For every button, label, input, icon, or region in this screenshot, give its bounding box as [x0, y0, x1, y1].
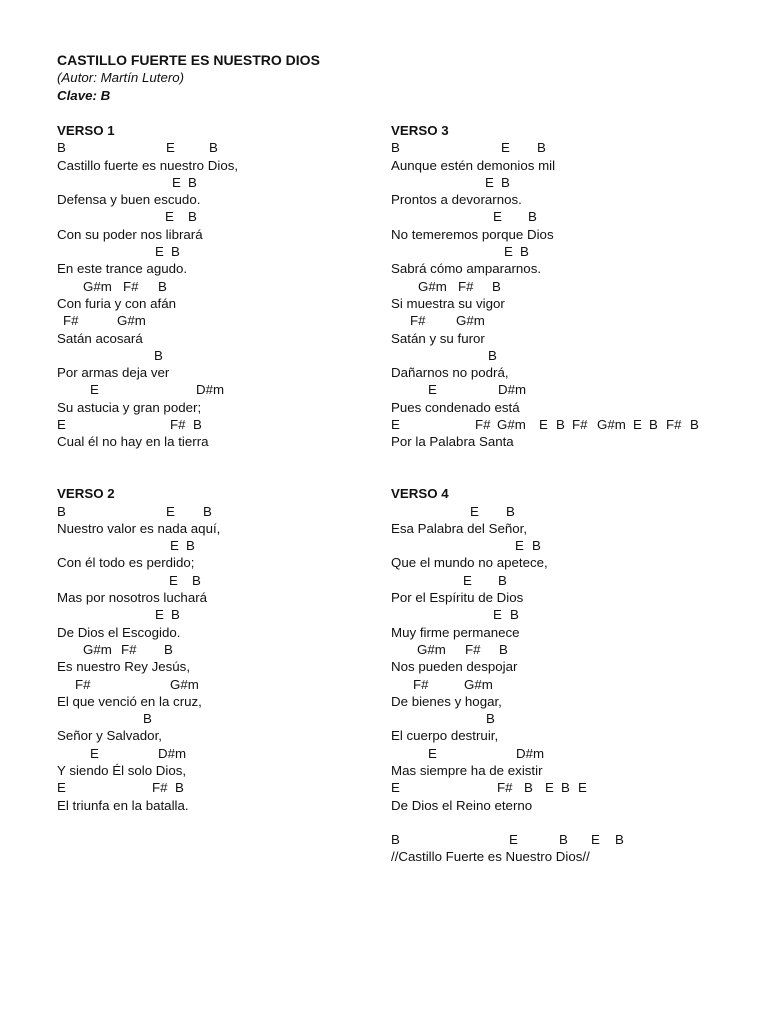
chord-line: [391, 208, 751, 225]
chord-line: [57, 537, 377, 554]
lyric-line: De Dios el Reino eterno: [391, 797, 533, 813]
chord: B: [498, 572, 507, 588]
spacer: [391, 814, 751, 831]
chord: E: [391, 417, 400, 433]
chord: E: [493, 209, 502, 225]
chord: F#: [666, 417, 682, 433]
chord-line: [391, 312, 751, 329]
chord: E: [591, 832, 600, 848]
chord-line: [391, 831, 751, 848]
chord: G#m: [83, 278, 112, 294]
chord: B: [649, 417, 658, 433]
spacer: [57, 451, 377, 486]
verse-1: [57, 122, 377, 451]
chord: B: [615, 832, 624, 848]
chord: B: [203, 503, 212, 519]
chord-line: [391, 243, 751, 260]
chord-line: [391, 278, 751, 295]
chord: D#m: [516, 745, 545, 761]
chord-line: [57, 312, 377, 329]
chord-line: [391, 779, 751, 796]
chord: E: [633, 417, 642, 433]
chord: E: [165, 209, 174, 225]
lyric-line: //Castillo Fuerte es Nuestro Dios//: [391, 849, 590, 865]
chord: B: [524, 780, 533, 796]
chord: G#m: [83, 641, 112, 657]
chord: E: [57, 417, 66, 433]
chord: F#: [170, 417, 186, 433]
chord-line: [391, 503, 751, 520]
chord: B: [391, 140, 400, 156]
verse-4: [391, 485, 751, 814]
chord: G#m: [417, 641, 446, 657]
song-author: (Autor: Martín Lutero): [57, 70, 185, 86]
lyric-line: Muy firme permanece: [391, 624, 520, 640]
lyric-line: Nuestro valor es nada aquí,: [57, 520, 221, 536]
lyric-line: Por el Espíritu de Dios: [391, 590, 524, 606]
left-column: [57, 122, 377, 814]
verse-heading: VERSO 1: [57, 123, 115, 138]
chord: E: [170, 538, 179, 554]
chord: E: [470, 503, 479, 519]
verse-heading: VERSO 3: [391, 123, 449, 138]
chord: E: [428, 382, 437, 398]
chord: D#m: [498, 382, 527, 398]
chord: F#: [465, 641, 481, 657]
chord: F#: [475, 417, 491, 433]
chord-line: [57, 139, 377, 156]
chord: G#m: [456, 313, 485, 329]
chord: F#: [75, 676, 91, 692]
chord-line: [391, 745, 751, 762]
lyric-line: Pues condenado está: [391, 399, 520, 415]
song-key: Clave: B: [57, 87, 111, 103]
chord: B: [57, 503, 66, 519]
chord: E: [515, 538, 524, 554]
chord: B: [188, 174, 197, 190]
lyric-line: Y siendo Él solo Dios,: [57, 762, 187, 778]
coda: [391, 831, 751, 866]
chord: B: [492, 278, 501, 294]
chord: E: [539, 417, 548, 433]
chord: G#m: [597, 417, 626, 433]
chord: B: [532, 538, 541, 554]
chord: F#: [458, 278, 474, 294]
chord-line: [391, 537, 751, 554]
song-header: [57, 52, 320, 104]
lyric-line: Que el mundo no apetece,: [391, 555, 548, 571]
lyric-line: De bienes y hogar,: [391, 693, 502, 709]
chord: F#: [63, 313, 79, 329]
lyric-line: Dañarnos no podrá,: [391, 365, 509, 381]
chord: E: [90, 745, 99, 761]
lyric-line: El triunfa en la batalla.: [57, 797, 189, 813]
chord: E: [428, 745, 437, 761]
lyric-line: Es nuestro Rey Jesús,: [57, 659, 191, 675]
lyric-line: Por la Palabra Santa: [391, 434, 514, 450]
chord: E: [463, 572, 472, 588]
chord: B: [488, 347, 497, 363]
lyric-line: Prontos a devorarnos.: [391, 192, 522, 208]
chord-line: [57, 416, 377, 433]
chord: F#: [152, 780, 168, 796]
verse-heading: VERSO 4: [391, 486, 449, 502]
chord: E: [509, 832, 518, 848]
chord: E: [166, 140, 175, 156]
lyric-line: Mas por nosotros luchará: [57, 590, 208, 606]
chord-line: [391, 676, 751, 693]
lyric-line: Su astucia y gran poder;: [57, 399, 202, 415]
chord-line: [57, 606, 377, 623]
chord: E: [485, 174, 494, 190]
lyric-line: Nos pueden despojar: [391, 659, 518, 675]
chord: E: [172, 174, 181, 190]
chord-line: [391, 641, 751, 658]
chord: F#: [413, 676, 429, 692]
chord-line: [391, 710, 751, 727]
chord-line: [391, 347, 751, 364]
chord-line: [57, 676, 377, 693]
lyric-line: Con furia y con afán: [57, 295, 177, 311]
lyric-line: Esa Palabra del Señor,: [391, 520, 528, 536]
chord: E: [155, 607, 164, 623]
chord: E: [90, 382, 99, 398]
lyric-line: Defensa y buen escudo.: [57, 192, 201, 208]
chord: B: [171, 244, 180, 260]
chord: D#m: [196, 382, 225, 398]
lyric-line: Con él todo es perdido;: [57, 555, 195, 571]
chord: F#: [497, 780, 513, 796]
chord: B: [158, 278, 167, 294]
chord-line: [57, 174, 377, 191]
song-title: CASTILLO FUERTE ES NUESTRO DIOS: [57, 52, 320, 68]
lyric-line: Aunque estén demonios mil: [391, 157, 556, 173]
chord: B: [559, 832, 568, 848]
chord: E: [504, 244, 513, 260]
chord: E: [545, 780, 554, 796]
chord: E: [57, 780, 66, 796]
chord-line: [391, 174, 751, 191]
chord: D#m: [158, 745, 187, 761]
chord-line: [57, 710, 377, 727]
lyric-line: No temeremos porque Dios: [391, 226, 554, 242]
chord-line: [391, 381, 751, 398]
chord-line: [57, 745, 377, 762]
chord: B: [175, 780, 184, 796]
chord: B: [209, 140, 218, 156]
chord: E: [391, 780, 400, 796]
lyric-line: Sabrá cómo ampararnos.: [391, 261, 542, 277]
lyric-line: Con su poder nos librará: [57, 226, 203, 242]
chord: B: [171, 607, 180, 623]
spacer: [391, 451, 751, 486]
lyric-line: Mas siempre ha de existir: [391, 762, 543, 778]
chord: B: [164, 641, 173, 657]
chord: E: [169, 572, 178, 588]
lyric-line: Señor y Salvador,: [57, 728, 162, 744]
chord-line: [57, 503, 377, 520]
chord: B: [537, 140, 546, 156]
chord: B: [154, 347, 163, 363]
chord: F#: [123, 278, 139, 294]
chord: G#m: [170, 676, 199, 692]
chord: B: [193, 417, 202, 433]
chord: B: [510, 607, 519, 623]
lyric-line: Satán y su furor: [391, 330, 485, 346]
chord: G#m: [418, 278, 447, 294]
chord: B: [506, 503, 515, 519]
chord-line: [57, 641, 377, 658]
chord: B: [188, 209, 197, 225]
chord: B: [501, 174, 510, 190]
chord-line: [57, 347, 377, 364]
chord: G#m: [497, 417, 526, 433]
chord: E: [155, 244, 164, 260]
chord: G#m: [464, 676, 493, 692]
lyric-line: En este trance agudo.: [57, 261, 188, 277]
chord-line: [57, 208, 377, 225]
chord: F#: [410, 313, 426, 329]
chord-line: [391, 572, 751, 589]
verse-heading: VERSO 2: [57, 486, 115, 502]
chord: G#m: [117, 313, 146, 329]
chord-line: [57, 381, 377, 398]
lyric-line: Satán acosará: [57, 330, 143, 346]
chord-line: [391, 606, 751, 623]
chord: B: [528, 209, 537, 225]
lyric-line: De Dios el Escogido.: [57, 624, 181, 640]
lyric-line: Cual él no hay en la tierra: [57, 434, 209, 450]
chord-line: [391, 139, 751, 156]
chord-line: [57, 779, 377, 796]
chord: B: [391, 832, 400, 848]
chord: B: [486, 711, 495, 727]
chord-line: [57, 243, 377, 260]
chord: B: [690, 417, 699, 433]
lyric-line: Si muestra su vigor: [391, 295, 505, 311]
right-column: [391, 122, 751, 866]
lyric-line: Por armas deja ver: [57, 365, 170, 381]
chord-line: [391, 416, 751, 433]
chord: F#: [572, 417, 588, 433]
chord: E: [578, 780, 587, 796]
lyric-line: El que venció en la cruz,: [57, 693, 202, 709]
chord-line: [57, 278, 377, 295]
chord: E: [166, 503, 175, 519]
chord: E: [501, 140, 510, 156]
chord: B: [186, 538, 195, 554]
chord: B: [561, 780, 570, 796]
chord-line: [57, 572, 377, 589]
chord: B: [192, 572, 201, 588]
verse-3: [391, 122, 751, 451]
verse-2: [57, 485, 377, 814]
chord: B: [57, 140, 66, 156]
chord: B: [520, 244, 529, 260]
chord: B: [499, 641, 508, 657]
chord: F#: [121, 641, 137, 657]
lyric-line: El cuerpo destruir,: [391, 728, 499, 744]
chord: E: [493, 607, 502, 623]
chord: B: [556, 417, 565, 433]
chord: B: [143, 711, 152, 727]
lyric-line: Castillo fuerte es nuestro Dios,: [57, 157, 239, 173]
